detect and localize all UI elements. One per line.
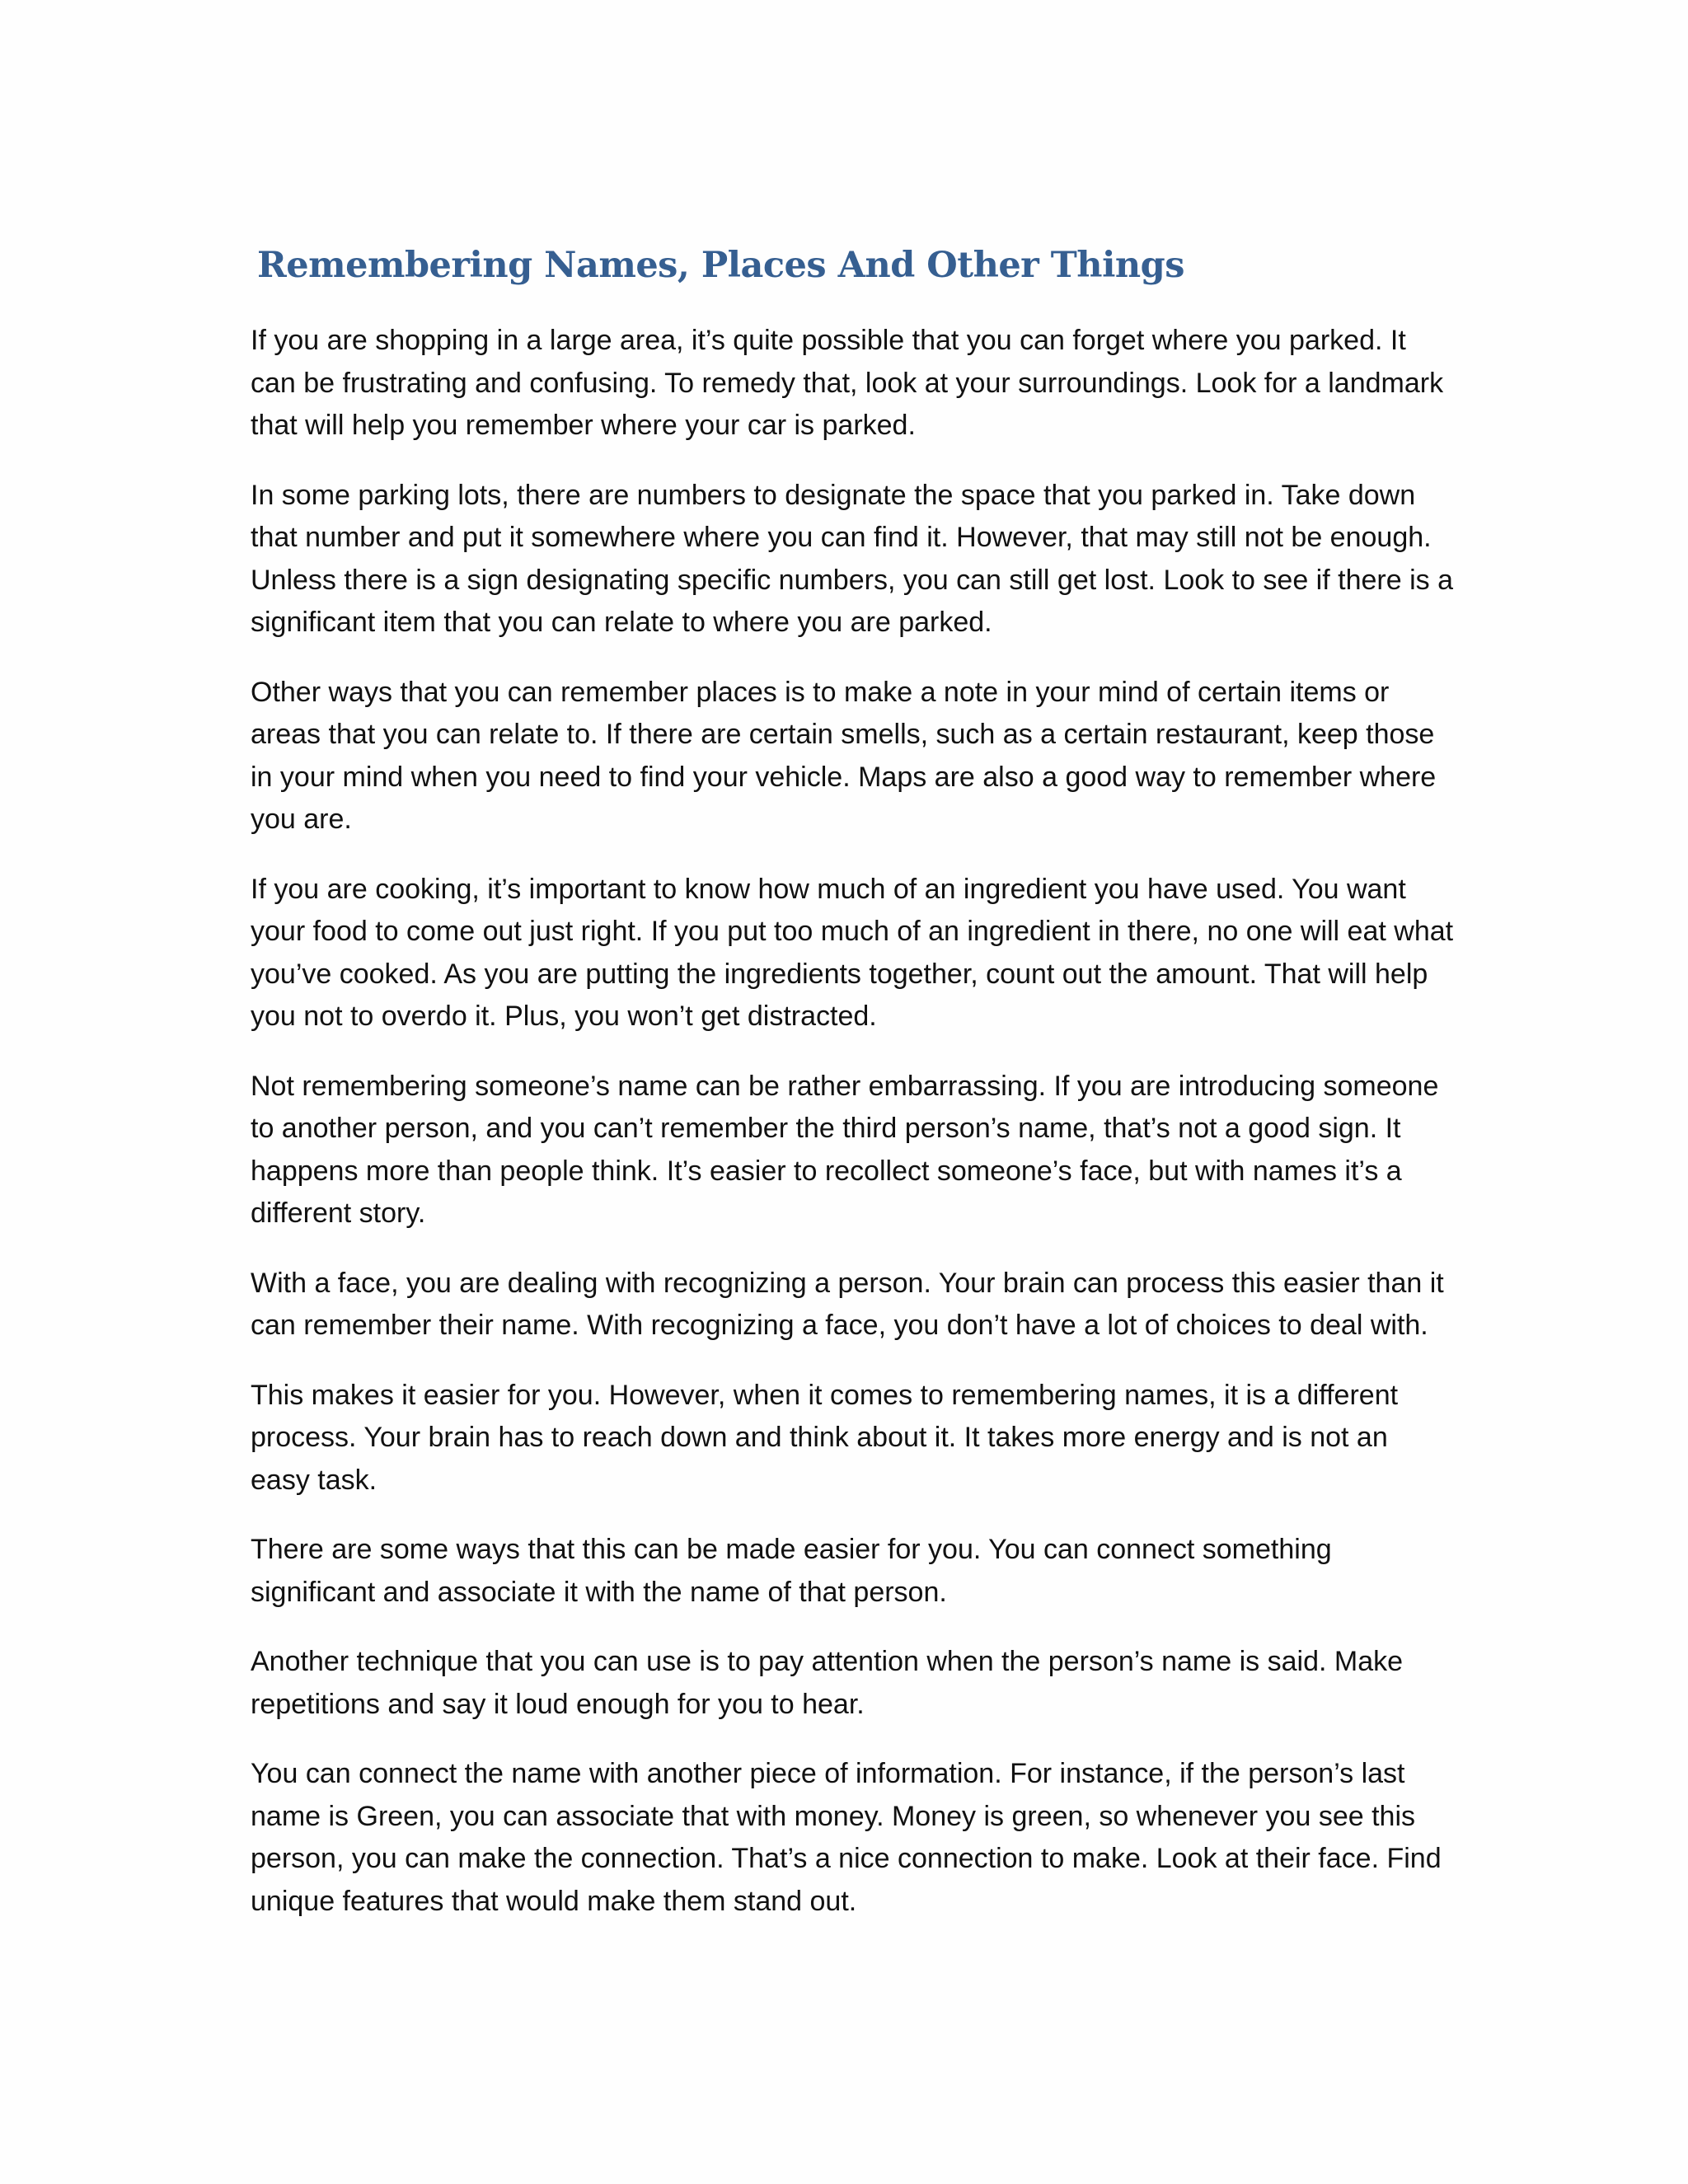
- paragraph: If you are shopping in a large area, it’s quite possible that you can forget where you parked. It can be frustrating and confusing. To remedy that, look at your surroundings. Look for a landmark that will help you remember where your car is parked.: [251, 325, 1444, 441]
- paragraph: Other ways that you can remember places is to make a note in your mind of certain items or areas that you can relate to. If there are certain smells, such as a certain restaurant, keep those in your mind when you need to find your vehicle. Maps are also a good way to remember where you are.: [251, 676, 1437, 835]
- paragraph: There are some ways that this can be made easier for you. You can connect something significant and associate it with the name of that person.: [251, 1534, 1332, 1608]
- document-title: Remembering Names, Places And Other Things: [257, 245, 1184, 286]
- document-body: [251, 320, 1454, 1950]
- paragraph: Another technique that you can use is to pay attention when the person’s name is said. Make repetitions and say it loud enough for you to hear.: [251, 1646, 1404, 1720]
- paragraph: This makes it easier for you. However, when it comes to remembering names, it is a different process. Your brain has to reach down and think about it. It takes more energy and is not an easy task.: [251, 1379, 1399, 1496]
- paragraph: In some parking lots, there are numbers to designate the space that you parked in. Take down that number and put it somewhere where you can find it. However, that may still not be enough. Unless there is a sign designating specific numbers, you can still get lost. Look to see if there is a significant item that you can relate to where you are parked.: [251, 479, 1453, 638]
- paragraph: With a face, you are dealing with recognizing a person. Your brain can process this easier than it can remember their name. With recognizing a face, you don’t have a lot of choices to deal with.: [251, 1267, 1444, 1341]
- paragraph: Not remembering someone’s name can be rather embarrassing. If you are introducing someone to another person, and you can’t remember the third person’s name, that’s not a good sign. It happens more than people think. It’s easier to recollect someone’s face, but with names it’s a different story.: [251, 1070, 1439, 1229]
- paragraph: You can connect the name with another piece of information. For instance, if the person’s last name is Green, you can associate that with money. Money is green, so whenever you see this person, you can make the connection. That’s a nice connection to make. Look at their face. Find unique features that would make them stand out.: [251, 1758, 1442, 1917]
- paragraph: If you are cooking, it’s important to know how much of an ingredient you have used. You want your food to come out just right. If you put too much of an ingredient in there, no one will eat what you’ve cooked. As you are putting the ingredients together, count out the amount. That will help you not to overdo it. Plus, you won’t get distracted.: [251, 873, 1454, 1032]
